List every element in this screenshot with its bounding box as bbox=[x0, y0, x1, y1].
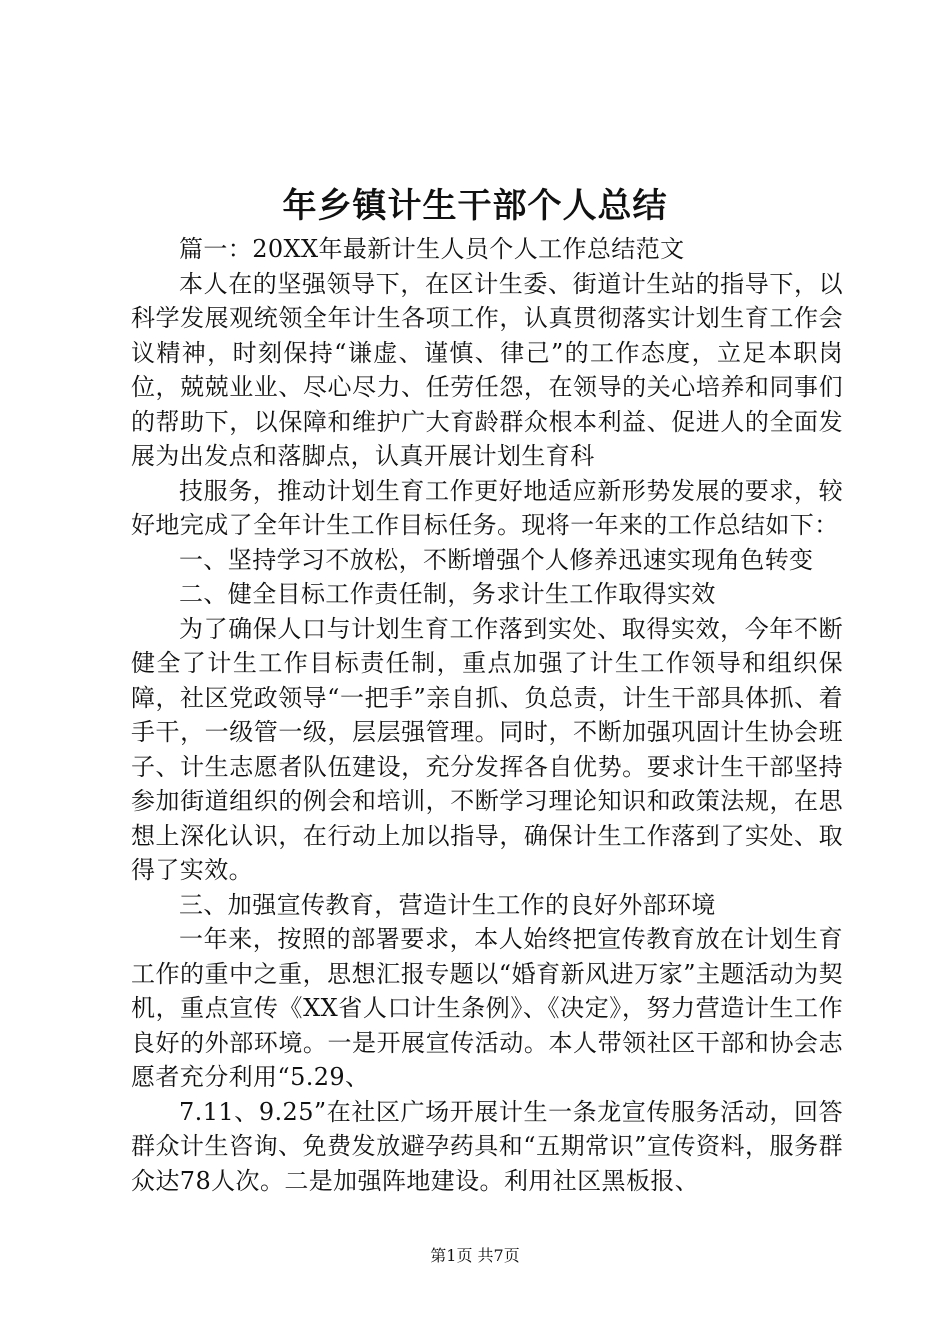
section-heading-three: 三、加强宣传教育，营造计生工作的良好外部环境 bbox=[179, 890, 716, 919]
section-heading-one: 一、坚持学习不放松，不断增强个人修养迅速实现角色转变 bbox=[179, 545, 814, 574]
paragraph-heading-article-one: 篇一：20XX年最新计生人员个人工作总结范文 bbox=[179, 235, 685, 263]
page-number-footer: 第1页 共7页 bbox=[430, 1246, 520, 1265]
section-heading-two: 二、健全目标工作责任制，务求计生工作取得实效 bbox=[179, 580, 716, 608]
paragraph-intro: 本人在的坚强领导下，在区计生委、街道计生站的指导下，以科学发展观统领全年计生各项工作，认真贯彻落实计划生育工作会议精神，时刻保持“谦虚、谨慎、律己”的工作态度，立足本职岗位，兢兢业业、尽心尽力、任劳任怨，在领导的关心培养和同事们的帮助下，以保障和维护广大育龄群众根本利益、促进人的全面发展为出发点和落脚点，认真开展计划生育科 bbox=[131, 269, 843, 470]
document-body bbox=[131, 232, 843, 1198]
paragraph-section-two: 为了确保人口与计划生育工作落到实处、取得实效，今年不断健全了计生工作目标责任制，重点加强了计生工作领导和组织保障，社区党政领导“一把手”亲自抓、负总责，计生干部具体抓、着手干，一级管一级，层层强管理。同时，不断加强巩固计生协会班子、计生志愿者队伍建设，充分发挥各自优势。要求计生干部坚持参加街道组织的例会和培训，不断学习理论知识和政策法规，在思想上深化认识，在行动上加以指导，确保计生工作落到了实处、取得了实效。 bbox=[131, 614, 843, 884]
paragraph-intro-continued: 技服务，推动计划生育工作更好地适应新形势发展的要求，较好地完成了全年计生工作目标任务。现将一年来的工作总结如下： bbox=[131, 476, 843, 539]
document-title: 年乡镇计生干部个人总结 bbox=[282, 186, 668, 226]
paragraph-section-three-continued: 7.11、9.25”在社区广场开展计生一条龙宣传服务活动，回答群众计生咨询、免费发放避孕药具和“五期常识”宣传资料，服务群众达78人次。二是加强阵地建设。利用社区黑板报、 bbox=[131, 1097, 843, 1195]
paragraph-section-three: 一年来，按照的部署要求，本人始终把宣传教育放在计划生育工作的重中之重，思想汇报专题以“婚育新风进万家”主题活动为契机，重点宣传《XX省人口计生条例》、《决定》，努力营造计生工作良好的外部环境。一是开展宣传活动。本人带领社区干部和协会志愿者充分利用“5.29、 bbox=[131, 925, 843, 1091]
